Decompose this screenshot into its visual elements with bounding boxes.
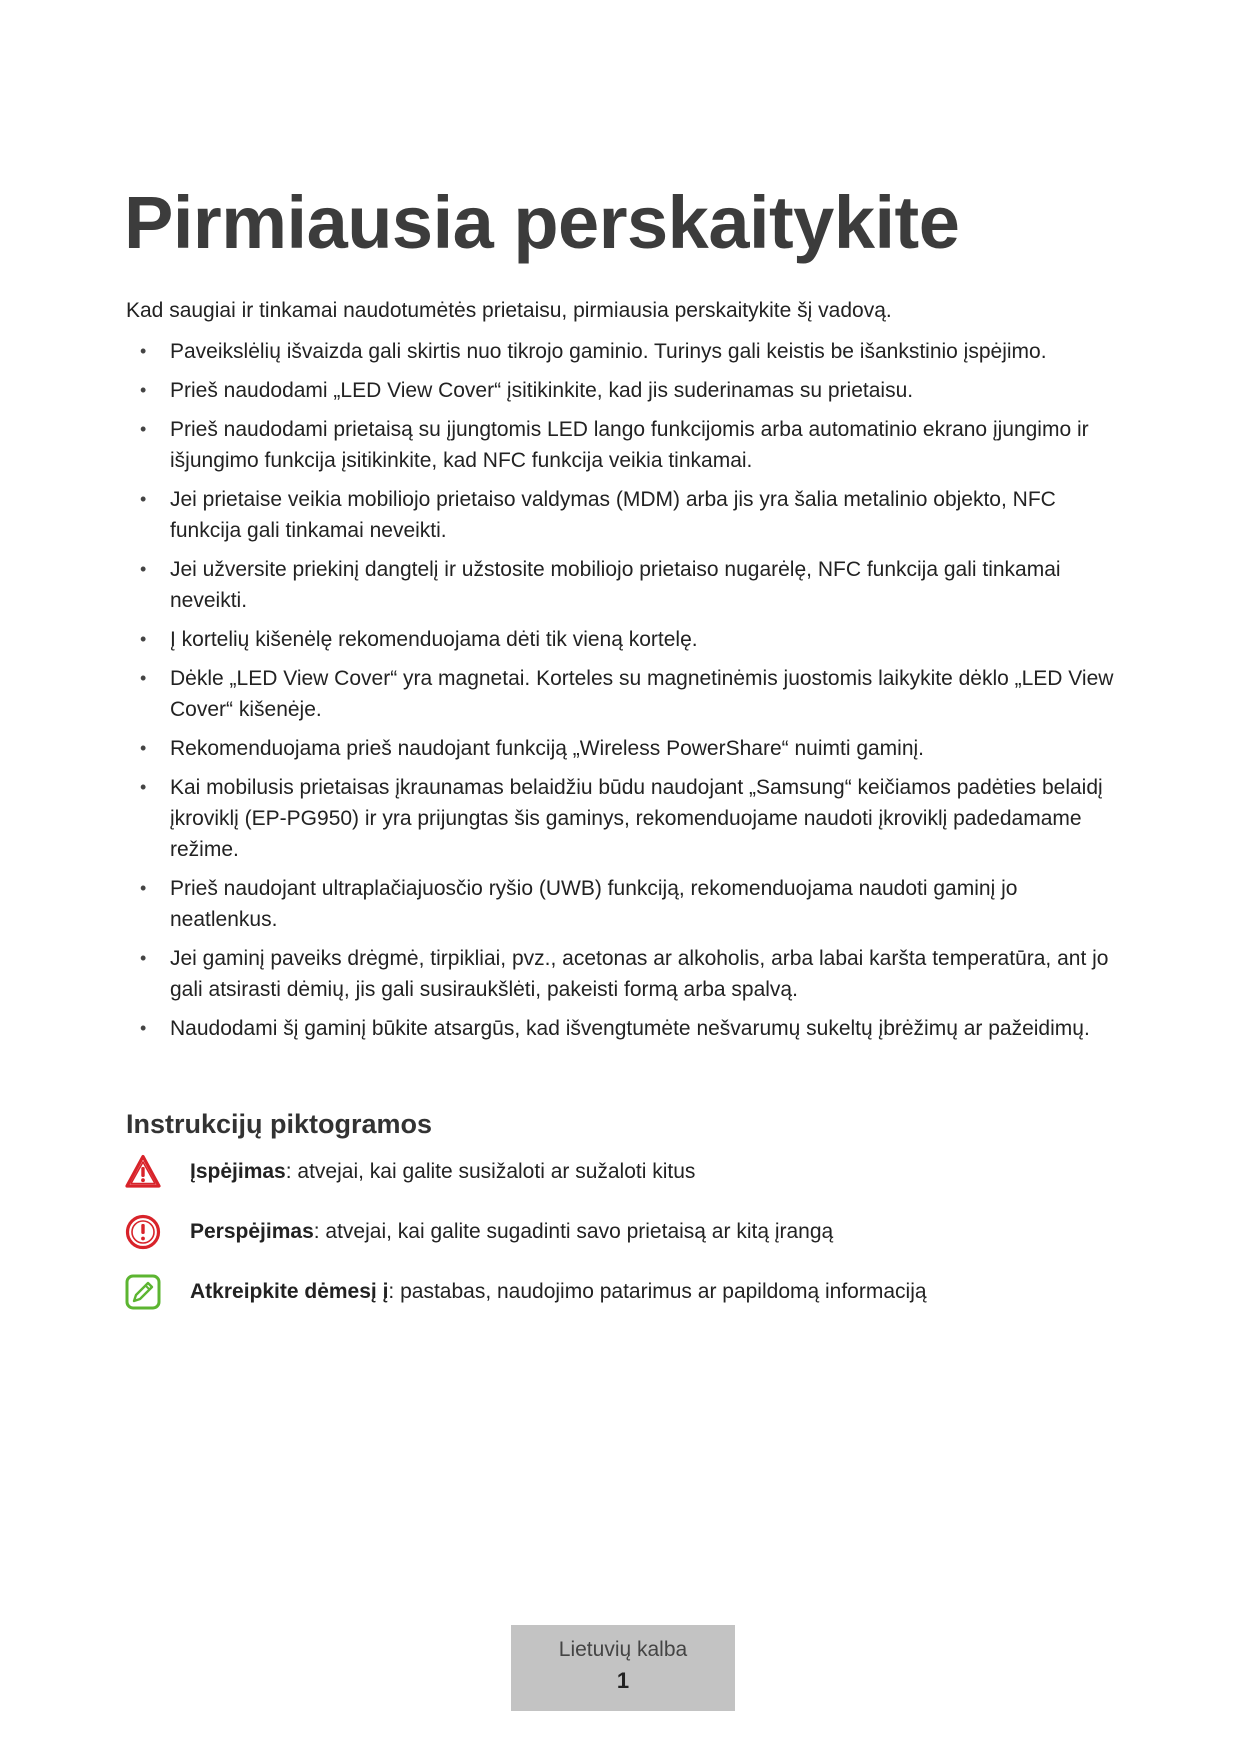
list-item xyxy=(126,375,1122,406)
list-item xyxy=(126,414,1122,476)
warning-text: : atvejai, kai galite susižaloti ar sužaloti kitus xyxy=(285,1160,696,1183)
list-item-text: Naudodami šį gaminį būkite atsargūs, kad išvengtumėte nešvarumų sukeltų įbrėžimų ar pažeidimų. xyxy=(170,1017,1090,1040)
list-item-text: Dėkle „LED View Cover“ yra magnetai. Korteles su magnetinėmis juostomis laikykite dėklo „LED View Cover“ kišenėje. xyxy=(170,667,1114,721)
list-item-text: Kai mobilusis prietaisas įkraunamas belaidžiu būdu naudojant „Samsung“ keičiamos padėties belaidį įkroviklį (EP-PG950) ir yra prijungtas šis gaminys, rekomenduojame naudoti įkroviklį padedamame režime. xyxy=(170,776,1103,861)
bullet-icon: • xyxy=(140,489,147,509)
list-item xyxy=(126,663,1122,725)
bullet-icon: • xyxy=(140,380,147,400)
note-row xyxy=(124,1273,1124,1311)
list-item xyxy=(126,484,1122,546)
list-item xyxy=(126,624,1122,655)
caution-row xyxy=(124,1213,1124,1251)
bullet-icon: • xyxy=(140,948,147,968)
warning-row xyxy=(124,1153,1124,1191)
footer-language: Lietuvių kalba xyxy=(558,1638,688,1661)
bullet-icon: • xyxy=(140,419,147,439)
list-item-text: Jei prietaise veikia mobiliojo prietaiso valdymas (MDM) arba jis yra šalia metalinio objekto, NFC funkcija gali tinkamai neveikti. xyxy=(170,488,1056,542)
bullet-icon: • xyxy=(140,1018,147,1038)
note-pencil-icon xyxy=(124,1273,162,1311)
list-item xyxy=(126,336,1122,367)
list-item-text: Rekomenduojama prieš naudojant funkciją „Wireless PowerShare“ nuimti gaminį. xyxy=(170,737,925,760)
list-item xyxy=(126,943,1122,1005)
list-item-text: Prieš naudodami prietaisą su įjungtomis LED lango funkcijomis arba automatinio ekrano įjungimo ir išjungimo funkcija įsitikinkite, kad NFC funkcija veikia tinkamai. xyxy=(170,418,1089,472)
list-item xyxy=(126,733,1122,764)
caution-text: : atvejai, kai galite sugadinti savo prietaisą ar kitą įrangą xyxy=(313,1220,834,1243)
warning-triangle-icon xyxy=(124,1153,162,1191)
bullet-icon: • xyxy=(140,777,147,797)
note-label: Atkreipkite dėmesį į xyxy=(190,1280,389,1303)
bullet-icon: • xyxy=(140,738,147,758)
list-item-text: Jei užversite priekinį dangtelį ir užstosite mobiliojo prietaiso nugarėlę, NFC funkcija gali tinkamai neveikti. xyxy=(170,558,1061,612)
bullet-icon: • xyxy=(140,629,147,649)
note-text: : pastabas, naudojimo patarimus ar papildomą informaciją xyxy=(388,1280,927,1303)
list-item xyxy=(126,772,1122,865)
page-title: Pirmiausia perskaitykite xyxy=(124,181,960,264)
list-item xyxy=(126,554,1122,616)
list-item-text: Prieš naudojant ultraplačiajuosčio ryšio (UWB) funkciją, rekomenduojama naudoti gaminį jo neatlenkus. xyxy=(170,877,1018,931)
list-item-text: Jei gaminį paveiks drėgmė, tirpikliai, pvz., acetonas ar alkoholis, arba labai karšta temperatūra, ant jo gali atsirasti dėmių, jis gali susiraukšlėti, pakeisti formą arba spalvą. xyxy=(170,947,1109,1001)
footer-page-box xyxy=(511,1625,735,1711)
bullet-icon: • xyxy=(140,559,147,579)
section-title: Instrukcijų piktogramos xyxy=(126,1109,433,1139)
intro-text: Kad saugiai ir tinkamai naudotumėtės prietaisu, pirmiausia perskaitykite šį vadovą. xyxy=(126,299,892,322)
bullet-icon: • xyxy=(140,878,147,898)
list-item xyxy=(126,1013,1122,1044)
list-item-text: Paveikslėlių išvaizda gali skirtis nuo tikrojo gaminio. Turinys gali keistis be išankstinio įspėjimo. xyxy=(170,340,1047,363)
bullet-icon: • xyxy=(140,341,147,361)
list-item xyxy=(126,873,1122,935)
caution-circle-icon xyxy=(124,1213,162,1251)
precautions-list xyxy=(126,336,1122,1052)
page-number: 1 xyxy=(616,1668,630,1693)
list-item-text: Į kortelių kišenėlę rekomenduojama dėti tik vieną kortelę. xyxy=(170,628,698,651)
bullet-icon: • xyxy=(140,668,147,688)
caution-label: Perspėjimas xyxy=(190,1220,314,1243)
list-item-text: Prieš naudodami „LED View Cover“ įsitikinkite, kad jis suderinamas su prietaisu. xyxy=(170,379,914,402)
warning-label: Įspėjimas xyxy=(190,1160,286,1183)
